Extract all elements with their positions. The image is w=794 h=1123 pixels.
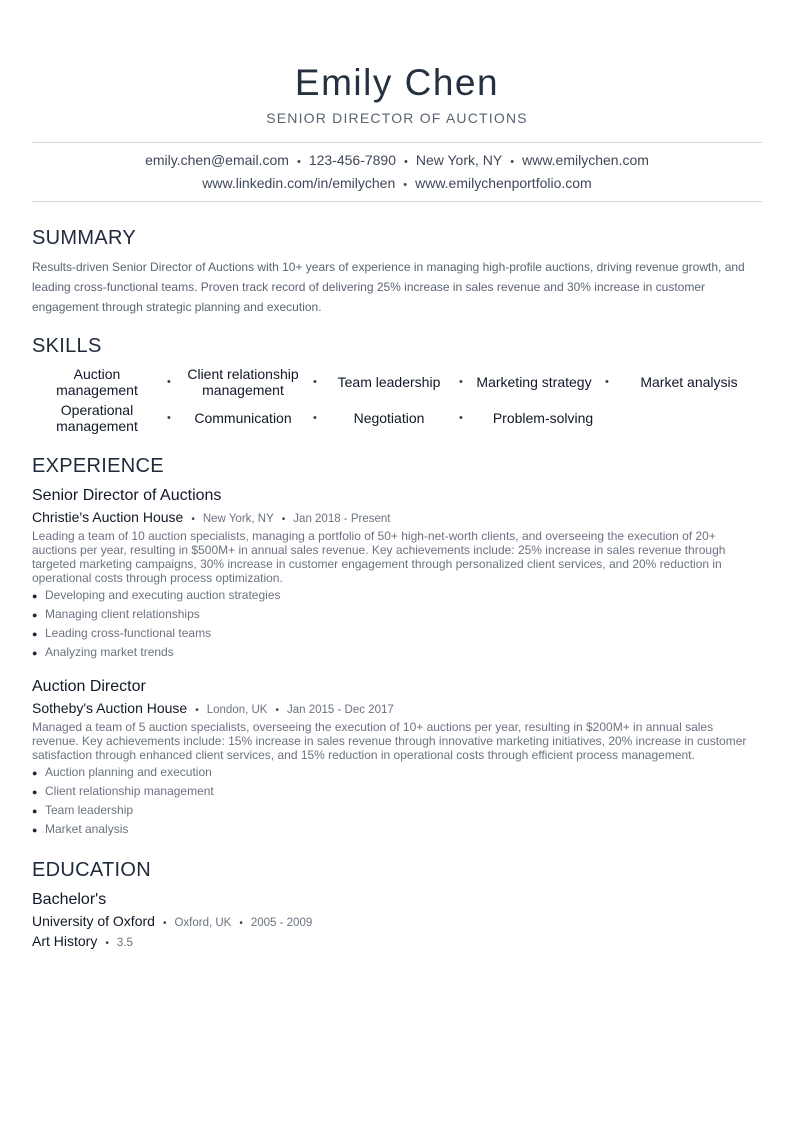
highlight-text: Managing client relationships xyxy=(45,607,200,621)
skill-item: Client relationship management xyxy=(187,366,299,398)
phone-link[interactable]: 123-456-7890 xyxy=(308,152,396,168)
skill-item: Problem-solving xyxy=(492,410,594,426)
header-divider-top xyxy=(32,142,762,143)
job-dates: Jan 2018 - Present xyxy=(293,513,391,525)
list-item xyxy=(32,624,281,643)
bullet-icon: ● xyxy=(32,768,38,778)
skill-separator: • xyxy=(313,376,317,388)
meta-separator: • xyxy=(162,918,167,929)
candidate-name: Emily Chen xyxy=(294,62,500,103)
experience-heading: EXPERIENCE xyxy=(32,455,164,477)
list-item xyxy=(32,586,281,605)
highlight-text: Analyzing market trends xyxy=(45,645,174,659)
skill-item: Negotiation xyxy=(353,410,425,426)
skill-separator: • xyxy=(459,376,463,388)
bullet-icon: ● xyxy=(32,806,38,816)
skill-separator: • xyxy=(459,412,463,424)
job-meta xyxy=(32,509,390,527)
list-item xyxy=(32,763,214,782)
contact-line-2 xyxy=(32,175,762,191)
contact-separator: • xyxy=(296,156,301,168)
candidate-role: SENIOR DIRECTOR OF AUCTIONS xyxy=(266,110,528,126)
list-item xyxy=(32,801,214,820)
meta-separator: • xyxy=(191,514,195,525)
highlight-text: Market analysis xyxy=(45,822,129,836)
skill-item: Communication xyxy=(194,410,292,426)
bullet-icon: ● xyxy=(32,629,38,639)
meta-separator: • xyxy=(281,514,286,525)
summary-text: Results-driven Senior Director of Auctions with 10+ years of experience in managing high-profile auctions, driving revenue growth, and leading cross-functional teams. Proven track record of delivering 25% increase in sales revenue and 30% increase in customer engagement through strategic planning and execution. xyxy=(32,260,745,314)
school-location: Oxford, UK xyxy=(174,917,232,929)
contact-separator: • xyxy=(403,179,408,191)
website-link[interactable]: www.emilychen.com xyxy=(522,152,649,168)
field-of-study: Art History xyxy=(32,933,98,949)
skill-item: Auction management xyxy=(56,366,138,398)
job-location: New York, NY xyxy=(202,513,274,525)
company-name: Sotheby's Auction House xyxy=(32,700,188,716)
highlight-text: Team leadership xyxy=(45,803,134,817)
linkedin-link[interactable]: www.linkedin.com/in/emilychen xyxy=(202,175,396,191)
list-item xyxy=(32,782,214,801)
list-item xyxy=(32,605,281,624)
meta-separator: • xyxy=(195,705,199,716)
job-highlights xyxy=(32,586,281,662)
list-item xyxy=(32,820,214,839)
meta-separator: • xyxy=(105,938,109,949)
contact-line-1 xyxy=(32,152,762,168)
job-dates: Jan 2015 - Dec 2017 xyxy=(287,704,394,716)
job-highlights xyxy=(32,763,214,839)
skill-item: Team leadership xyxy=(337,374,441,390)
meta-separator: • xyxy=(239,918,243,929)
skill-item: Operational management xyxy=(56,402,138,434)
summary-heading: SUMMARY xyxy=(32,227,136,249)
skill-separator: • xyxy=(167,376,171,388)
list-item xyxy=(32,643,281,662)
job-description: Managed a team of 5 auction specialists, overseeing the execution of 10+ auctions per year, resulting in $200M+ in annual sales revenue. Key achievements include: 15% increase in sales revenue through innovative marketing initiatives, 20% increase in customer satisfaction through enhanced client services, and 15% reduction in operational costs through efficient process management. xyxy=(32,720,747,762)
portfolio-link[interactable]: www.emilychenportfolio.com xyxy=(415,175,592,191)
highlight-text: Auction planning and execution xyxy=(45,765,212,779)
job-title: Auction Director xyxy=(32,678,146,695)
field-meta xyxy=(32,933,133,951)
job-description: Leading a team of 10 auction specialists, managing a portfolio of 50+ high-net-worth clients, and overseeing the execution of 20+ auctions per year, resulting in $500M+ in annual sales revenue. Key achievements include: 25% increase in sales revenue through targeted marketing campaigns, 30% increase in customer engagement through personalized client services, and 20% reduction in operational costs through process optimization. xyxy=(32,529,726,585)
job-title: Senior Director of Auctions xyxy=(32,487,222,504)
skill-separator: • xyxy=(167,412,171,424)
location-text: New York, NY xyxy=(415,152,503,168)
bullet-icon: ● xyxy=(32,787,38,797)
skill-separator: • xyxy=(605,376,609,388)
school-dates: 2005 - 2009 xyxy=(250,917,313,929)
bullet-icon: ● xyxy=(32,610,38,620)
meta-separator: • xyxy=(275,705,279,716)
school-name: University of Oxford xyxy=(32,913,155,929)
bullet-icon: ● xyxy=(32,648,38,658)
company-name: Christie's Auction House xyxy=(32,509,184,525)
contact-separator: • xyxy=(404,156,408,168)
bullet-icon: ● xyxy=(32,591,38,601)
highlight-text: Leading cross-functional teams xyxy=(45,626,212,640)
education-heading: EDUCATION xyxy=(32,859,151,881)
bullet-icon: ● xyxy=(32,825,38,835)
skills-heading: SKILLS xyxy=(32,335,102,357)
skill-item: Market analysis xyxy=(640,374,738,390)
job-location: London, UK xyxy=(206,704,268,716)
email-link[interactable]: emily.chen@email.com xyxy=(145,152,289,168)
school-meta xyxy=(32,913,312,931)
header-divider-bottom xyxy=(32,201,762,202)
contact-separator: • xyxy=(510,156,515,168)
skill-item: Marketing strategy xyxy=(476,374,592,390)
highlight-text: Client relationship management xyxy=(45,784,214,798)
degree-title: Bachelor's xyxy=(32,891,107,908)
job-meta xyxy=(32,700,394,718)
gpa-value: 3.5 xyxy=(116,937,133,949)
skill-separator: • xyxy=(313,412,317,424)
highlight-text: Developing and executing auction strategies xyxy=(45,588,281,602)
